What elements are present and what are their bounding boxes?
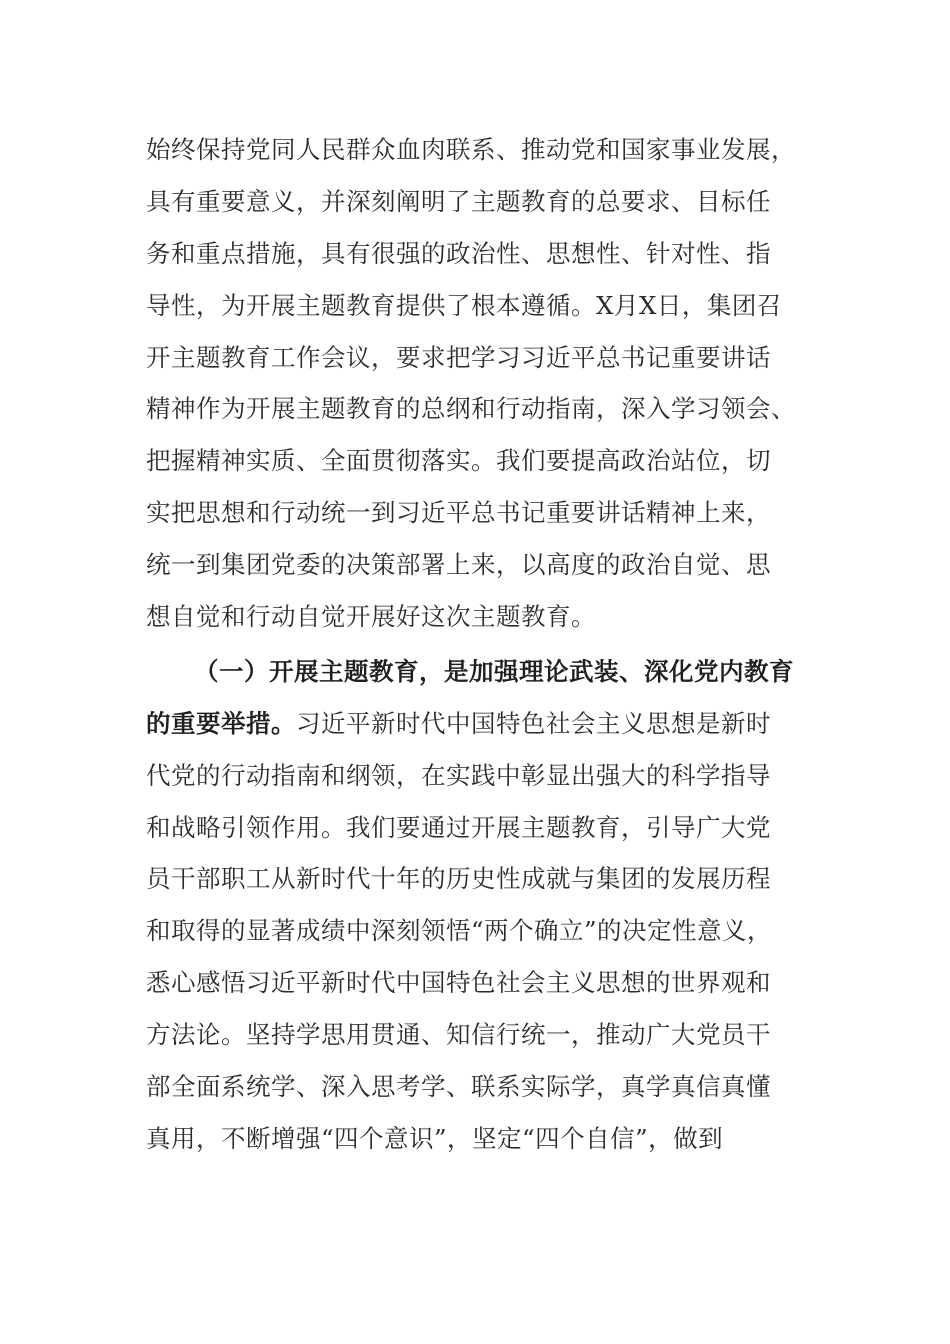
text-line: 始终保持党同人民群众血肉联系、推动党和国家事业发展， <box>146 135 796 164</box>
section-heading-end: 的重要举措。 <box>146 708 296 738</box>
text-line: 部全面系统学、深入思考学、联系实际学，真学真信真懂 <box>146 1072 771 1102</box>
text-line: 代党的行动指南和纲领，在实践中彰显出强大的科学指导 <box>146 760 771 790</box>
text-line <box>146 698 806 750</box>
text-run: 习近平新时代中国特色社会主义思想是新时 <box>296 708 771 738</box>
text-line: 统一到集团党委的决策部署上来，以高度的政治自觉、思 <box>146 550 771 580</box>
section-heading-line <box>146 646 806 698</box>
text-line: 员干部职工从新时代十年的历史性成就与集团的发展历程 <box>146 864 771 894</box>
text-line: 具有重要意义，并深刻阐明了主题教育的总要求、目标任 <box>146 186 771 216</box>
text-line: 和取得的显著成绩中深刻领悟“两个确立”的决定性意义， <box>146 916 773 946</box>
text-line: 和战略引领作用。我们要通过开展主题教育，引导广大党 <box>146 812 771 842</box>
paragraph-2 <box>146 646 806 1165</box>
paragraph-1 <box>146 124 806 643</box>
text-line: 真用，不断增强“四个意识”，坚定“四个自信”，做到 <box>146 1123 724 1153</box>
text-line: 悉心感悟习近平新时代中国特色社会主义思想的世界观和 <box>146 968 771 998</box>
document-body <box>146 124 806 1165</box>
text-line: 想自觉和行动自觉开展好这次主题教育。 <box>146 602 596 632</box>
text-line: 精神作为开展主题教育的总纲和行动指南，深入学习领会、 <box>146 394 796 424</box>
text-line: 把握精神实质、全面贯彻落实。我们要提高政治站位，切 <box>146 446 771 476</box>
text-line: 实把思想和行动统一到习近平总书记重要讲话精神上来， <box>146 498 771 528</box>
text-line: 务和重点措施，具有很强的政治性、思想性、针对性、指 <box>146 238 771 268</box>
section-heading: （一）开展主题教育，是加强理论武装、深化党内教育 <box>194 656 794 686</box>
text-line: 导性，为开展主题教育提供了根本遵循。X月X日，集团召 <box>146 290 782 320</box>
text-line: 开主题教育工作会议，要求把学习习近平总书记重要讲话 <box>146 342 771 372</box>
text-line: 方法论。坚持学思用贯通、知信行统一，推动广大党员干 <box>146 1020 771 1050</box>
